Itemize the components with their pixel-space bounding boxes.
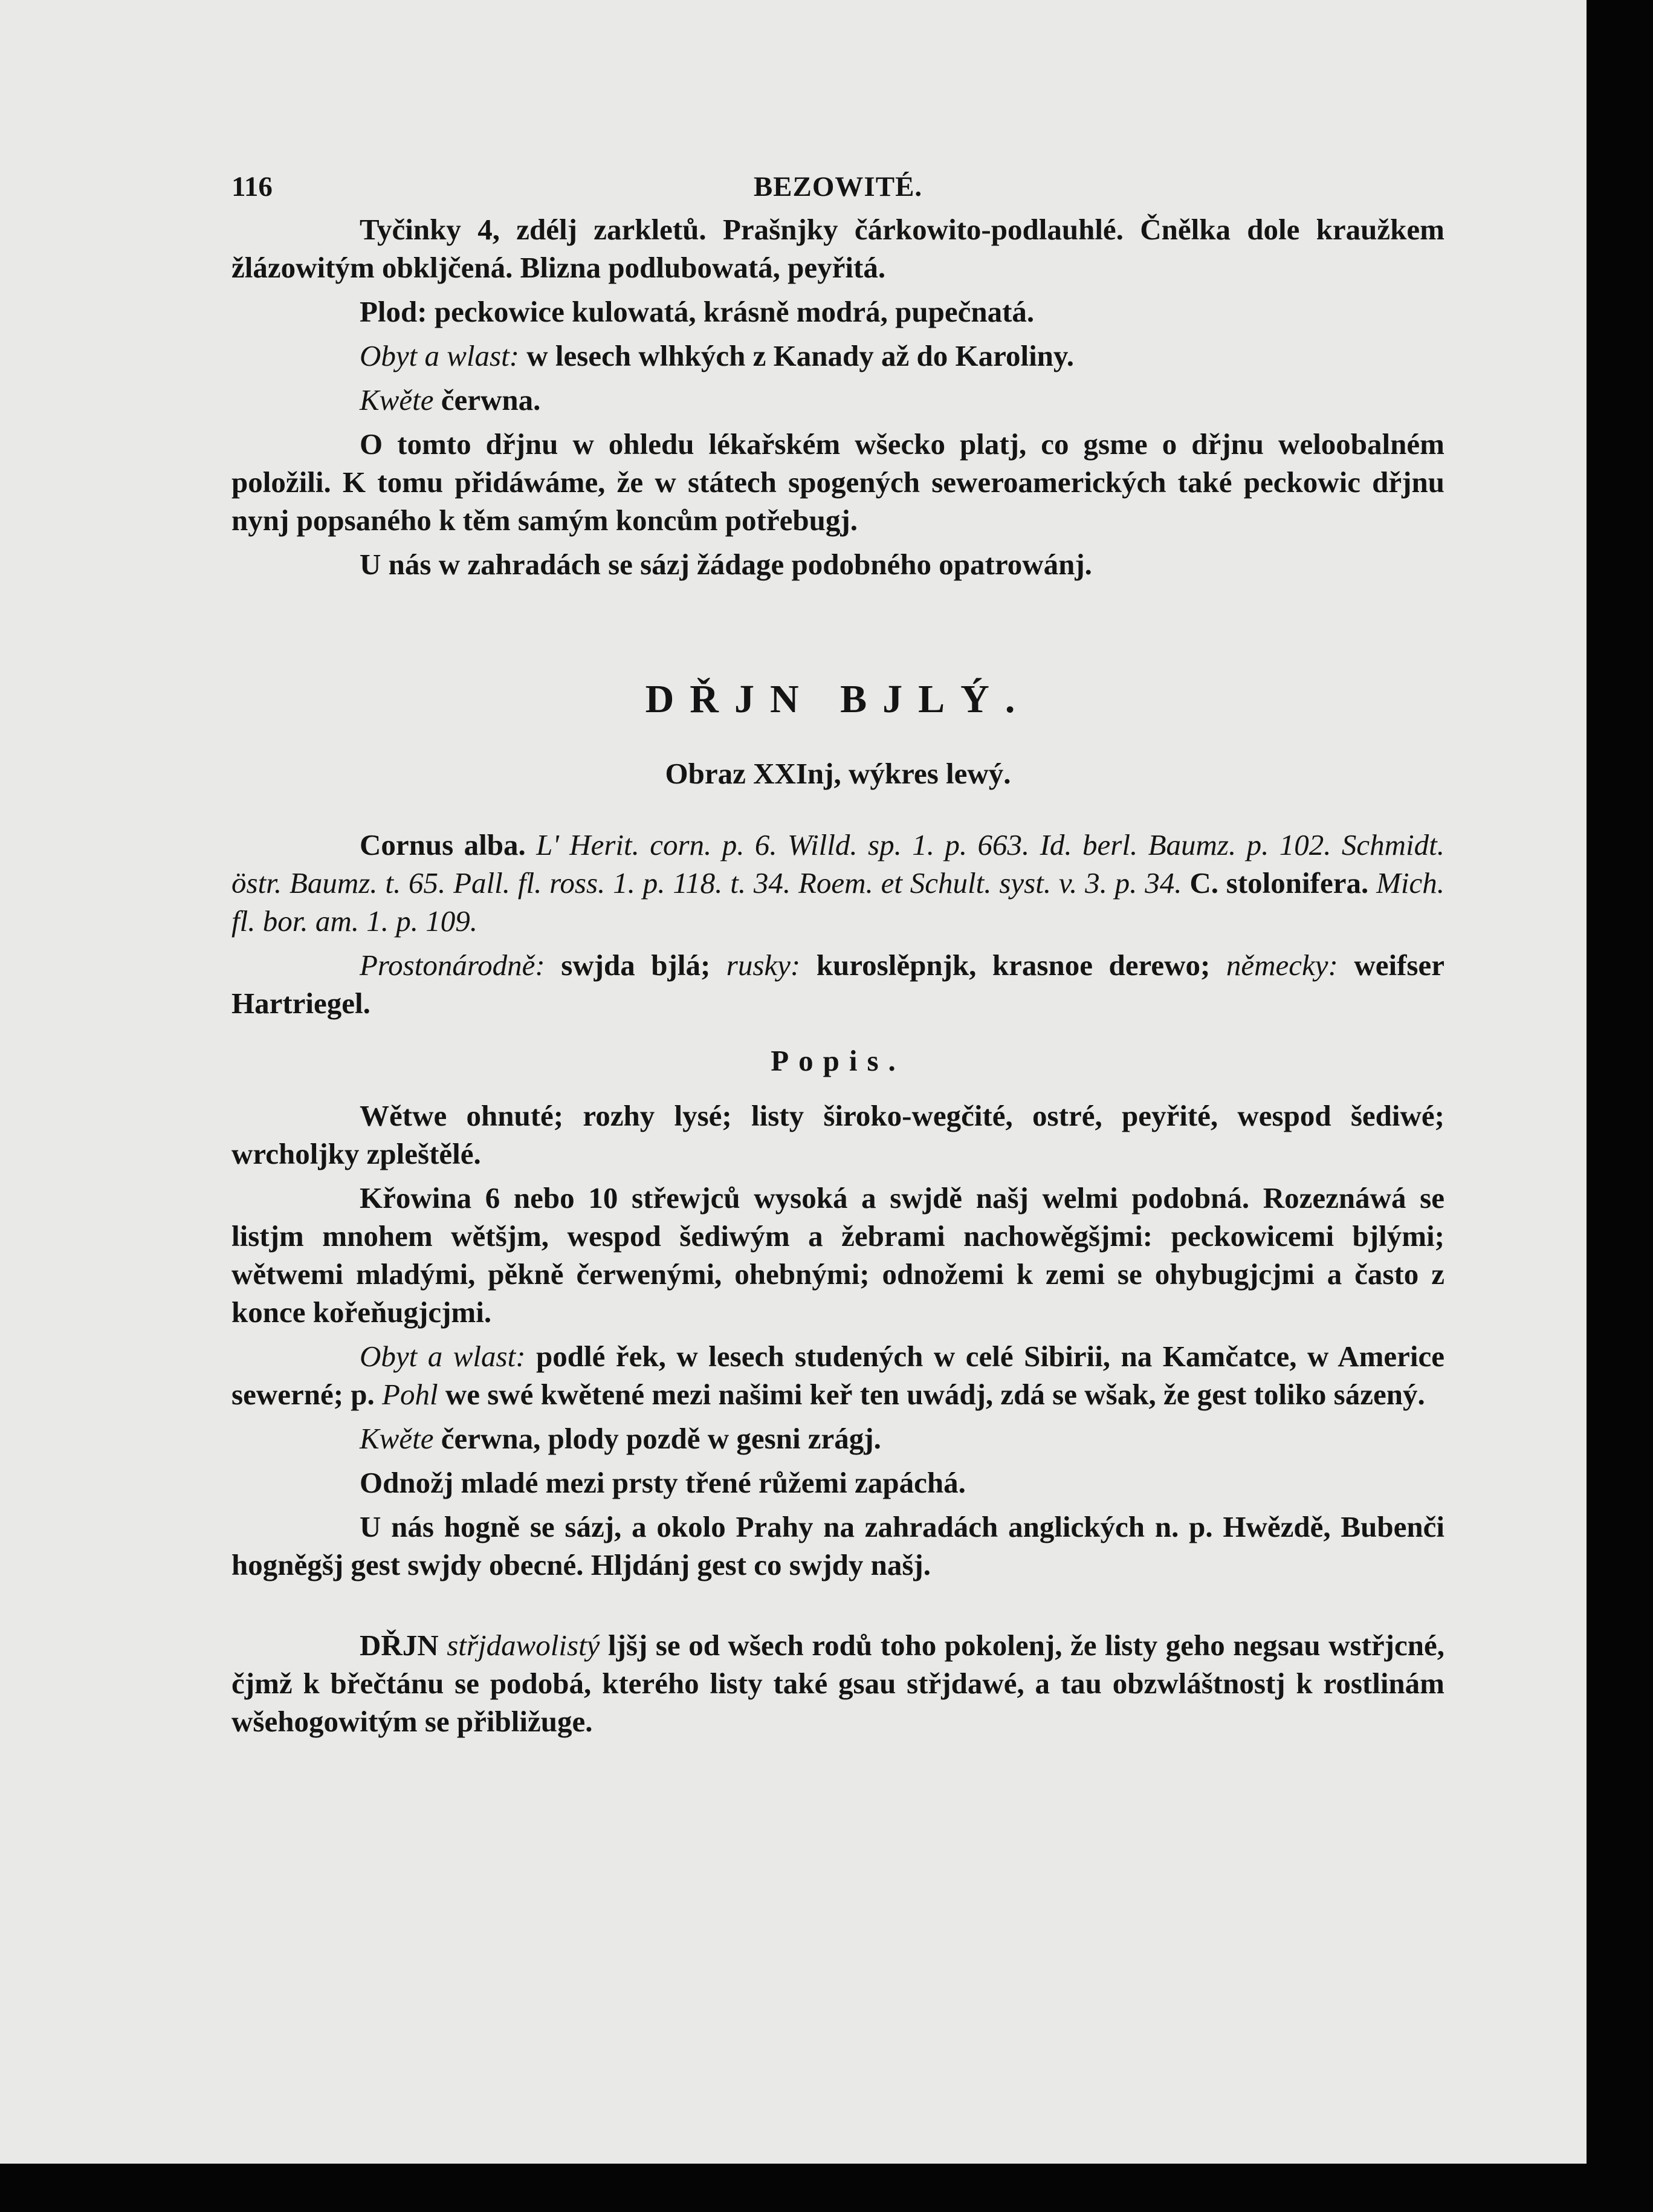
section-gap [231,1590,1444,1626]
synonym-references-2: Mich. fl. bor. am. 1. p. 109. [231,866,1444,938]
synonym-references: L' Herit. corn. p. 6. Willd. sp. 1. p. 663. Id. berl. Baumz. p. 102. Schmidt. östr. Baumz. t. 65. Pall. fl. ross. 1. p. 118. t. 34. Roem. et Schult. syst. v. 3. p. 34. [231,828,1444,900]
description-habitat-text-2: we swé kwětené mezi našimi keř ten uwádj, zdá se wšak, že gest toliko sázený. [438,1378,1425,1411]
alternate-text: ljšj se od wšech rodů toho pokolenj, že listy geho negsau wstřjcné, čjmž k břečtánu se podobá, kterého listy také gsau střjdawé, a tau obzwláštnostj k rostlinám wšehogowitým se přibližuge. [231,1629,1444,1738]
alternate-species: střjdawolistý [447,1629,600,1662]
description-flowering-label: Kwěte [360,1422,434,1455]
paragraph-description-habitat [231,1337,1444,1413]
flowering-label: Kwěte [360,383,434,417]
paragraph-description-smell: Odnožj mladé mezi prsty třené růžemi zapáchá. [360,1466,966,1499]
vernacular-label-folk: Prostonárodně: [360,949,545,982]
paragraph-alternate-leaved [231,1626,1444,1740]
paragraph-gardens: U nás w zahradách se sázj žádage podobného opatrowánj. [360,548,1092,581]
description-habitat-text: podlé řek, w lesech studených w celé Sibirii, na Kamčatce, w Americe sewerné; p. [231,1340,1445,1411]
paragraph-description-flowering [231,1419,1444,1458]
description-heading: Popis. [771,1044,905,1077]
vernacular-german: weifser Hartriegel. [231,949,1444,1020]
description-author: Pohl [382,1378,438,1411]
paragraph-habitat [231,337,1444,375]
vernacular-russian: kuroslěpnjk, krasnoe derewo; [800,949,1226,982]
habitat-label: Obyt a wlast: [360,339,520,372]
page-header [231,168,1444,210]
paragraph-medical: O tomto dřjnu w ohledu lékařském wšecko platj, co gsme o dřjnu weloobalném položili. K tomu přidáwáme, že w státech spogených seweroamerických také peckowic dřjnu nynj popsaného k těm samým koncům potřebugj. [231,427,1444,537]
paragraph-vernacular [231,946,1444,1022]
synonym-latin: Cornus alba. [360,828,537,861]
vernacular-folk: swjda bjlá; [545,949,726,982]
running-head: BEZOWITÉ. [753,171,923,203]
paragraph-synonyms [231,826,1444,940]
description-flowering-text: čerwna, plody pozdě w gesni zrágj. [433,1422,881,1455]
description-habitat-label: Obyt a wlast: [360,1340,526,1373]
alternate-genus: DŘJN [360,1629,447,1662]
habitat-text: w lesech wlhkých z Kanady až do Karoliny. [519,339,1074,372]
paragraph-description-2: Křowina 6 nebo 10 střewjců wysoká a swjdě našj welmi podobná. Rozeznáwá se listjm mnohem wětšjm, wespod šediwým a žebrami nachowěgšjmi: peckowicemi bjlými; wětwemi mladými, pěkně čerwenými, ohebnými; odnožemi k zemi se ohybugjcjmi a často z konce kořeňugjcjmi. [231,1181,1444,1329]
paragraph-description-cultivation: U nás hogně se sázj, a okolo Prahy na zahradách anglických n. p. Hwězdě, Bubenči hogněgšj gest swjdy obecné. Hljdánj gest co swjdy našj. [231,1510,1444,1581]
paragraph-fruit: Plod: peckowice kulowatá, krásně modrá, pupečnatá. [360,295,1035,328]
figure-reference: Obraz XXInj, wýkres lewý. [665,757,1011,790]
vernacular-label-german: německy: [1226,949,1338,982]
page-number: 116 [231,171,273,203]
vernacular-label-russian: rusky: [726,949,801,982]
species-title: DŘJN BJLÝ. [645,677,1031,721]
paragraph-description-1: Wětwe ohnuté; rozhy lysé; listy široko-wegčité, ostré, peyřité, wespod šediwé; wrcholjky zpleštělé. [231,1099,1444,1170]
paragraph-stamens: Tyčinky 4, zdélj zarkletů. Prašnjky čárkowito-podlauhlé. Čnělka dole kraužkem žlázowitým obkljčená. Blizna podlubowatá, peyřitá. [231,213,1444,284]
synonym-latin-2: C. stolonifera. [1182,866,1377,900]
paragraph-flowering [231,381,1444,419]
flowering-text: čerwna. [433,383,541,417]
